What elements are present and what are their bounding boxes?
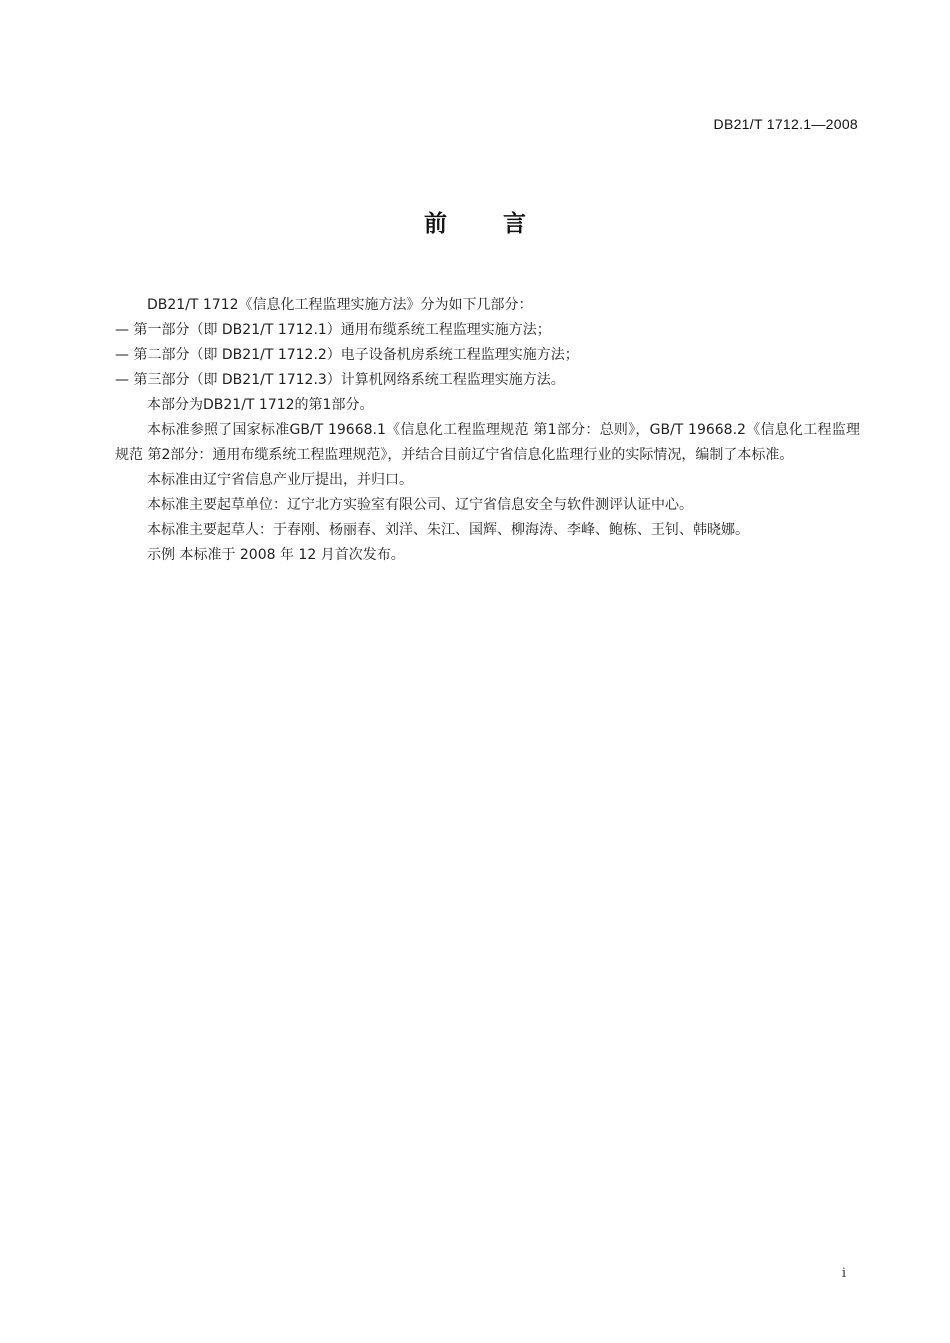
drafting-units-paragraph: 本标准主要起草单位：辽宁北方实验室有限公司、辽宁省信息安全与软件测评认证中心。 (147, 497, 693, 513)
document-body (115, 293, 860, 568)
part-list-item: — 第三部分（即 DB21/T 1712.3）计算机网络系统工程监理实施方法。 (115, 372, 565, 388)
page-number: i (841, 1266, 846, 1281)
release-paragraph: 示例 本标准于 2008 年 12 月首次发布。 (147, 547, 405, 563)
proposed-by-paragraph: 本标准由辽宁省信息产业厅提出，并归口。 (147, 472, 413, 488)
this-part-paragraph: 本部分为DB21/T 1712的第1部分。 (147, 397, 374, 413)
part-list-item: — 第二部分（即 DB21/T 1712.2）电子设备机房系统工程监理实施方法； (115, 347, 579, 363)
drafters-paragraph: 本标准主要起草人：于春刚、杨丽春、刘洋、朱江、国辉、柳海涛、李峰、鲍栋、王钊、韩晓娜。 (147, 522, 749, 538)
intro-paragraph: DB21/T 1712《信息化工程监理实施方法》分为如下几部分： (147, 297, 533, 313)
part-list-item: — 第一部分（即 DB21/T 1712.1）通用布缆系统工程监理实施方法； (115, 322, 551, 338)
page-title: 前言 (424, 211, 582, 237)
document-code: DB21/T 1712.1—2008 (713, 116, 858, 132)
reference-paragraph: 本标准参照了国家标准GB/T 19668.1《信息化工程监理规范 第1部分：总则》，GB/T 19668.2《信息化工程监理规范 第2部分：通用布缆系统工程监理规范》，并结合目前辽宁省信息化监理行业的实际情况，编制了本标准。 (115, 422, 860, 463)
